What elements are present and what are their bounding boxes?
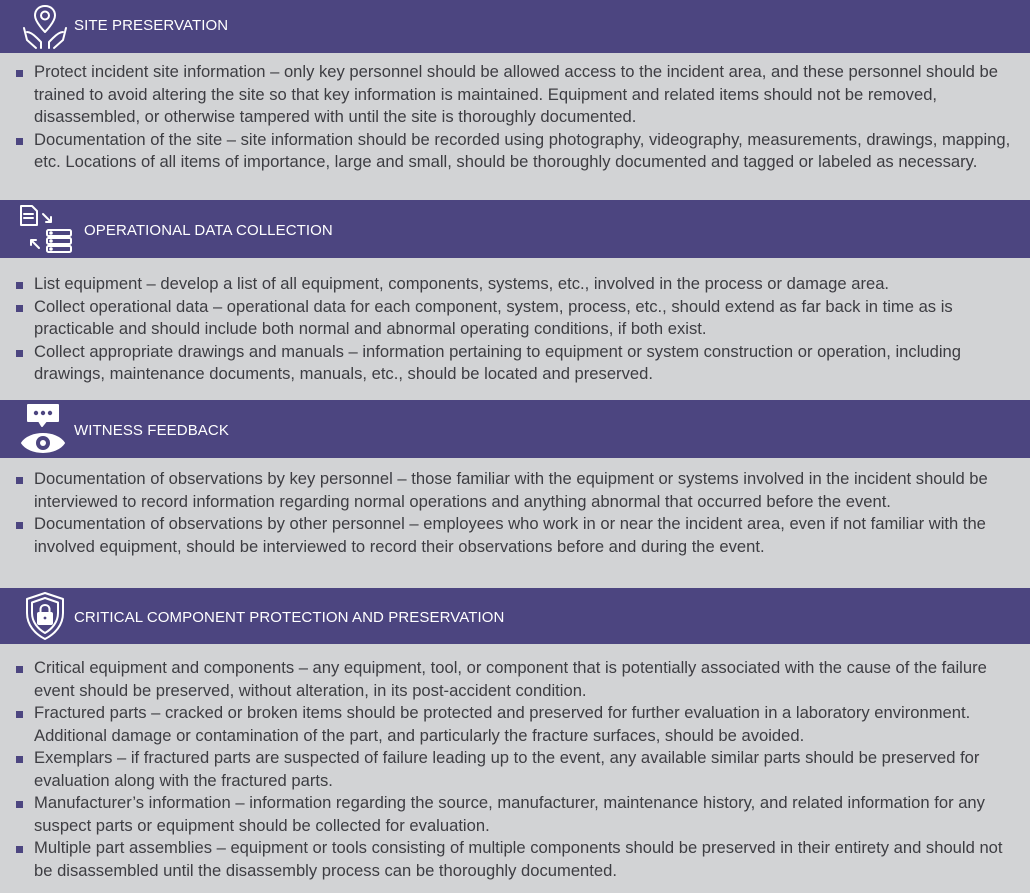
section-header-operational-data-collection <box>0 200 1030 258</box>
list-item: Collect operational data – operational data for each component, system, process, etc., should extend as far back in time as is practicable and should include both normal and abnormal operating conditions, if both exist. <box>0 296 1030 341</box>
bullet-list <box>0 468 1030 558</box>
section-title: OPERATIONAL DATA COLLECTION <box>84 222 333 239</box>
list-item: Manufacturer’s information – information regarding the source, manufacturer, maintenance history, and related information for any suspect parts or equipment should be collected for evaluation. <box>0 792 1030 837</box>
section-header-witness-feedback <box>0 400 1030 458</box>
section-title: SITE PRESERVATION <box>74 17 229 34</box>
list-item: Fractured parts – cracked or broken items should be protected and preserved for further evaluation in a laboratory environment. Additional damage or contamination of the part, and particularly the fracture surfaces, should be avoided. <box>0 702 1030 747</box>
list-item: Documentation of the site – site information should be recorded using photography, videography, measurements, drawings, mapping, etc. Locations of all items of importance, large and small, should be thoroughly documented and tagged or labeled as necessary. <box>0 129 1030 174</box>
shield-lock-icon <box>24 591 66 641</box>
list-item: Protect incident site information – only key personnel should be allowed access to the incident area, and these personnel should be trained to avoid altering the site so that key information is maintained. Equipment and related items should not be removed, disassembled, or otherwise tampered with until the site is thoroughly documented. <box>0 61 1030 129</box>
list-item: Critical equipment and components – any equipment, tool, or component that is potentially associated with the cause of the failure event should be preserved, without alteration, in its post-accident condition. <box>0 657 1030 702</box>
list-item: List equipment – develop a list of all equipment, components, systems, etc., involved in the process or damage area. <box>0 273 1030 296</box>
eye-speech-bubble-icon <box>20 403 66 457</box>
list-item: Collect appropriate drawings and manuals – information pertaining to equipment or system construction or operation, including drawings, maintenance documents, manuals, etc., should be located and preserved. <box>0 341 1030 386</box>
bullet-list <box>0 61 1030 174</box>
section-title: WITNESS FEEDBACK <box>74 422 229 439</box>
bullet-list <box>0 657 1030 882</box>
section-header-site-preservation <box>0 0 1030 53</box>
list-item: Multiple part assemblies – equipment or tools consisting of multiple components should be preserved in their entirety and should not be disassembled until the disassembly process can be thoroughly documented. <box>0 837 1030 882</box>
list-item: Exemplars – if fractured parts are suspected of failure leading up to the event, any available similar parts should be preserved for evaluation along with the fractured parts. <box>0 747 1030 792</box>
hands-location-pin-icon <box>22 2 68 50</box>
document-database-transfer-icon <box>17 204 73 254</box>
bullet-list <box>0 273 1030 386</box>
list-item: Documentation of observations by other personnel – employees who work in or near the incident area, even if not familiar with the involved equipment, should be interviewed to record their observations before and during the event. <box>0 513 1030 558</box>
section-title: CRITICAL COMPONENT PROTECTION AND PRESERVATION <box>74 609 505 626</box>
section-header-critical-component-protection <box>0 588 1030 644</box>
list-item: Documentation of observations by key personnel – those familiar with the equipment or systems involved in the incident should be interviewed to record information regarding normal operations and anything abnormal that occurred before the event. <box>0 468 1030 513</box>
